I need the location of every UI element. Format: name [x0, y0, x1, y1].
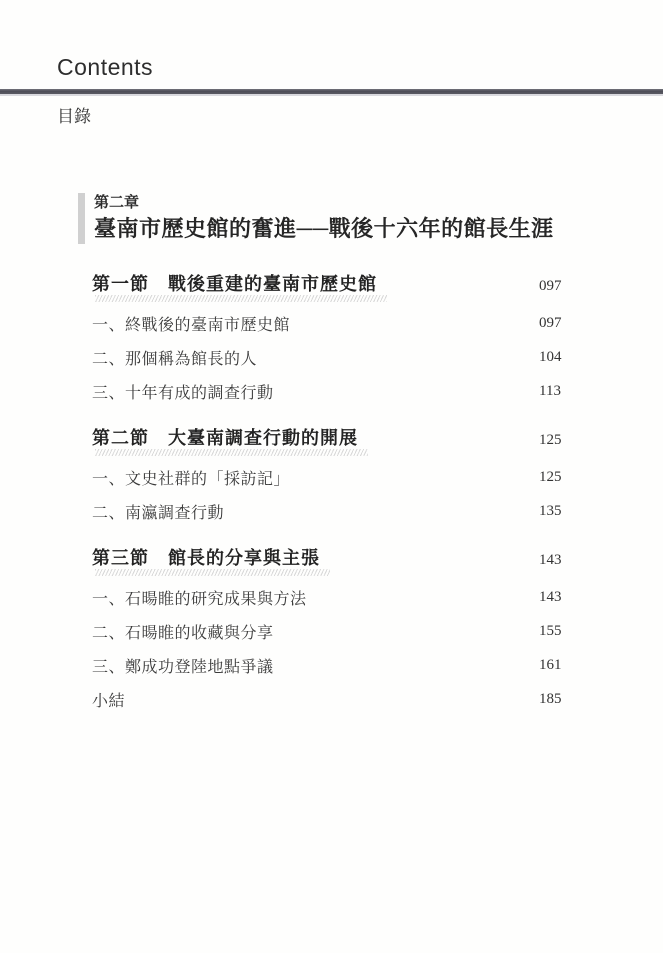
item-title: 二、南瀛調查行動 [92, 504, 225, 522]
chapter-title: 臺南市歷史館的奮進──戰後十六年的館長生涯 [94, 216, 554, 241]
item-title: 二、石暘睢的收藏與分享 [92, 624, 274, 642]
item-title: 小結 [92, 692, 126, 710]
item-title: 二、那個稱為館長的人 [92, 350, 258, 368]
page-number: 161 [539, 656, 562, 673]
toc-section-heading [92, 424, 565, 452]
page-number: 125 [539, 468, 562, 485]
toc-item [92, 306, 565, 340]
toc-section-heading [92, 270, 565, 298]
item-title: 一、文史社群的「採訪記」 [92, 470, 291, 488]
page-number: 155 [539, 622, 562, 639]
page-number: 143 [539, 588, 562, 605]
divider-rule [0, 89, 663, 94]
toc-item [92, 580, 565, 614]
page-number: 097 [539, 278, 562, 294]
page-number: 135 [539, 502, 562, 519]
item-title: 一、終戰後的臺南市歷史館 [92, 316, 291, 334]
section-title: 第二節 大臺南調查行動的開展 [92, 424, 358, 456]
page-subtitle: 目錄 [57, 107, 91, 126]
toc-list [92, 270, 565, 716]
page-number: 104 [539, 348, 562, 365]
item-title: 三、鄭成功登陸地點爭議 [92, 658, 274, 676]
page-number: 125 [539, 432, 562, 448]
toc-item [92, 374, 565, 408]
item-title: 一、石暘睢的研究成果與方法 [92, 590, 307, 608]
section-title: 第一節 戰後重建的臺南市歷史館 [92, 270, 377, 302]
chapter-header [78, 193, 554, 244]
toc-item [92, 494, 565, 528]
chapter-accent-bar [78, 193, 85, 244]
section-title: 第三節 館長的分享與主張 [92, 544, 320, 576]
item-title: 三、十年有成的調查行動 [92, 384, 274, 402]
page-number: 113 [539, 382, 561, 399]
toc-item [92, 460, 565, 494]
page-number: 097 [539, 314, 562, 331]
toc-item [92, 682, 565, 716]
chapter-text [94, 193, 554, 244]
toc-item [92, 648, 565, 682]
toc-item [92, 614, 565, 648]
toc-item [92, 340, 565, 374]
page-number: 185 [539, 690, 562, 707]
page-title: Contents [57, 54, 154, 80]
chapter-number: 第二章 [94, 194, 140, 211]
page-number: 143 [539, 552, 562, 568]
toc-section-heading [92, 544, 565, 572]
